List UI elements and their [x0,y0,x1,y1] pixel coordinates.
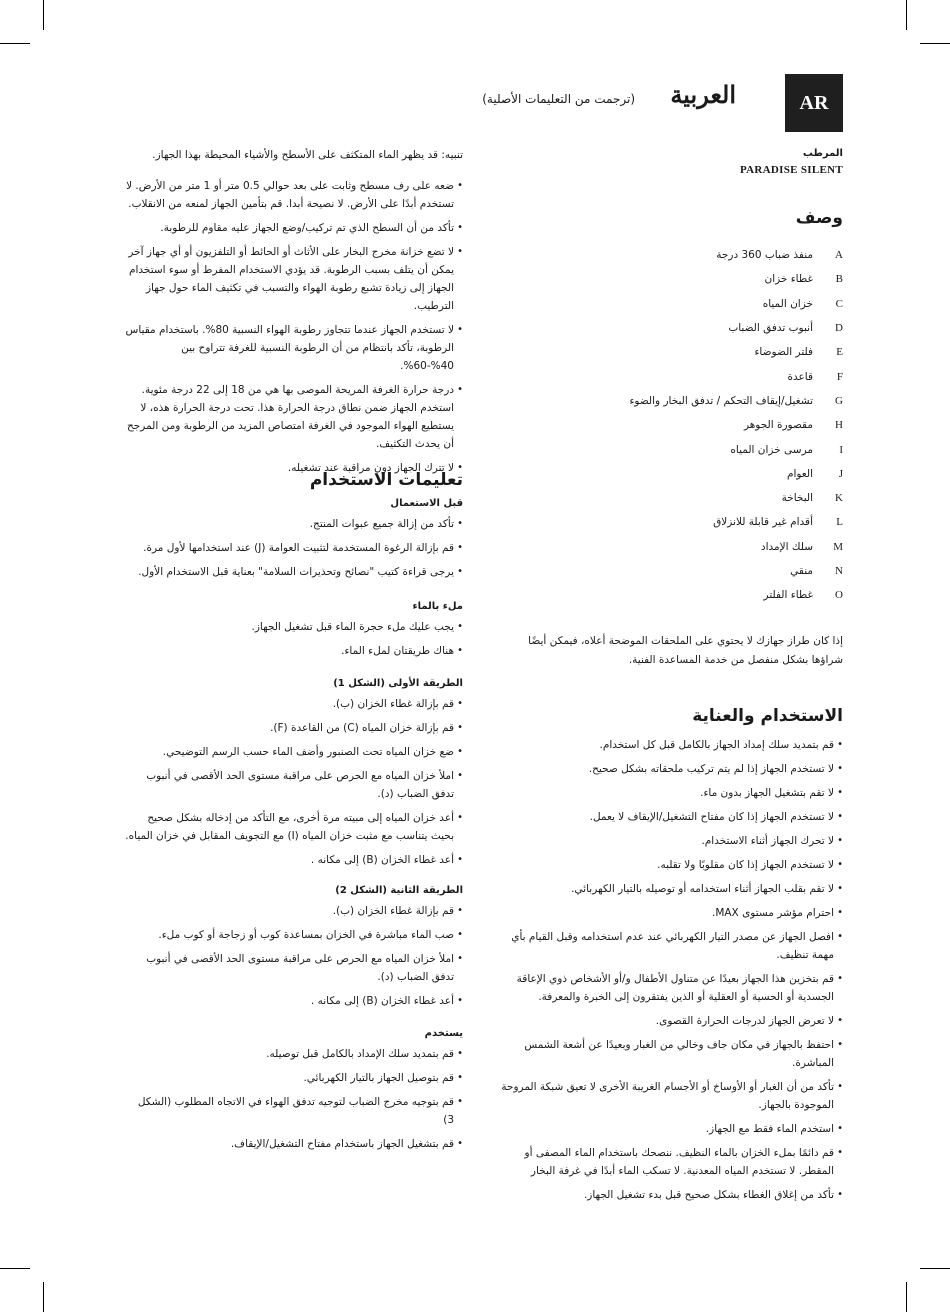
method1-step: • املأ خزان المياه مع الحرص على مراقبة مستوى الحد الأقصى في أنبوب تدفق الضباب (د). [125,767,463,803]
filling-list [125,618,463,660]
use-care-item: • تأكد من إغلاق الغطاء بشكل صحيح قبل بدء تشغيل الجهاز. [500,1186,843,1204]
filling-item: • هناك طريقتان لملء الماء. [125,642,463,660]
product-block [500,148,843,176]
part-description: البخاخة [781,492,813,505]
part-description: خزان المياه [762,297,813,310]
use-step: • قم بتشغيل الجهاز باستخدام مفتاح التشغيل/الإيقاف. [125,1135,463,1153]
before-use-item: • قم بإزالة الرغوة المستخدمة لتثبيت العوامة (J) عند استخدامها لأول مرة. [125,539,463,557]
method1-step: • قم بإزالة غطاء الخزان (ب). [125,695,463,713]
use-care-item: • احتفظ بالجهاز في مكان جاف وخالي من الغبار وبعيدًا عن أشعة الشمس المباشرة. [500,1036,843,1072]
description-section [500,208,843,607]
method2-step: • صب الماء مباشرة في الخزان بمساعدة كوب أو زجاجة أو كوب ملء. [125,926,463,944]
accessories-note-text: إذا كان طراز جهازك لا يحتوي على الملحقات الموضحة أعلاه، فيمكن أيضًا شراؤها بشكل منفصل من خدمة المساعدة الفنية. [528,635,843,666]
part-letter: H [835,419,843,432]
use-care-list [500,736,843,1204]
product-label: المرطب [802,148,843,159]
method1-step: • أعد خزان المياه إلى مبيته مرة أخرى، مع التأكد من إدخاله بشكل صحيح بحيث يتناسب مع مثبت خزان المياه (I) مع التجويف المقابل في خزان المياه. [125,809,463,845]
part-letter: O [835,589,843,602]
warning-item: • لا تضع خزانة مخرج البخار على الأثاث أو الحائط أو التلفزيون أو أي جهاز آخر يمكن أن يتلف بسبب الرطوبة. قد يؤدي الاستخدام المفرط أو سوء استخدام الجهاز إلى زيادة تشبع رطوبة الهواء والتسبب في تكثيف الماء حول جهاز الترطيب. [125,243,463,315]
use-step: • قم بتمديد سلك الإمداد بالكامل قبل توصيله. [125,1045,463,1063]
warning-item: • لا تترك الجهاز دون مراقبة عند تشغيله. [125,459,463,477]
accessories-note [500,632,843,670]
part-item [500,462,843,486]
parts-list [500,243,843,607]
part-letter: J [838,467,843,480]
use-step: • قم بتوصيل الجهاز بالتيار الكهربائي. [125,1069,463,1087]
part-item [500,413,843,437]
warning-item: • ضعه على رف مسطح وثابت على بعد حوالي 0.5 متر أو 1 متر من الأرض. لا تستخدم أبدًا على الأرض. لا نصيحة أبدا. قم بتأمين الجهاز لمنعه من الانقلاب. [125,177,463,213]
part-item [500,267,843,291]
method1-heading: الطريقة الأولى (الشكل 1) [333,678,463,689]
part-item [500,243,843,267]
use-care-item: • لا تستخدم الجهاز إذا لم يتم تركيب ملحقاته بشكل صحيح. [500,760,843,778]
method1-step: • أعد غطاء الخزان (B) إلى مكانه . [125,851,463,869]
method2-step: • أعد غطاء الخزان (B) إلى مكانه . [125,992,463,1010]
use-care-item: • قم بتمديد سلك إمداد الجهاز بالكامل قبل كل استخدام. [500,736,843,754]
use-list [125,1045,463,1153]
part-item [500,535,843,559]
part-letter: F [836,370,843,383]
use-care-item: • تأكد من أن الغبار أو الأوساخ أو الأجسام الغريبة الأخرى لا تعيق شبكة المروحة الموجودة بالجهاز. [500,1078,843,1114]
use-care-item: • افصل الجهاز عن مصدر التيار الكهربائي عند عدم استخدامه وقبل القيام بأي مهمة تنظيف. [500,928,843,964]
part-letter: N [835,565,843,577]
warnings-section [125,146,463,483]
use-heading: يستخدم [424,1028,463,1039]
language-code-badge: AR [785,74,843,132]
part-item [500,292,843,316]
use-care-item: • قم دائمًا بملء الخزان بالماء النظيف. ننصحك باستخدام الماء المصفى أو المقطر. لا تستخدم المياه المعدنية. لا تسكب الماء أبدًا في غرفة البخار [500,1144,843,1180]
part-letter: D [835,322,843,335]
part-item [500,316,843,340]
warning-item: • تأكد من أن السطح الذي تم تركيب/وضع الجهاز عليه مقاوم للرطوبة. [125,219,463,237]
part-letter: G [835,394,843,407]
method2-heading: الطريقة الثانية (الشكل 2) [335,885,463,896]
part-item [500,364,843,388]
part-letter: C [835,297,843,310]
method2-step: • قم بإزالة غطاء الخزان (ب). [125,902,463,920]
part-letter: A [835,249,843,262]
description-heading: وصف [795,208,843,228]
use-care-item: • لا تعرض الجهاز لدرجات الحرارة القصوى. [500,1012,843,1030]
warnings-list [125,177,463,477]
before-use-list [125,515,463,581]
method1-list [125,695,463,869]
language-title: العربية [670,80,736,109]
use-care-heading: الاستخدام والعناية [692,706,843,726]
use-care-item: • لا تقم بتشغيل الجهاز بدون ماء. [500,784,843,802]
part-description: أقدام غير قابلة للانزلاق [713,516,813,529]
part-item [500,340,843,364]
use-care-item: • قم بتخزين هذا الجهاز بعيدًا عن متناول الأطفال و/أو الأشخاص ذوي الإعاقة الجسدية أو الحسية أو العقلية أو الذين يفتقرون إلى الخبرة والمعرفة. [500,970,843,1006]
part-description: غطاء خزان [764,273,813,286]
filling-heading: ملء بالماء [412,601,463,612]
part-item [500,559,843,583]
method1-step: • ضع خزان المياه تحت الصنبور وأضف الماء حسب الرسم التوضيحي. [125,743,463,761]
warning-item: • لا تستخدم الجهاز عندما تتجاوز رطوبة الهواء النسبية 80%. باستخدام مقياس الرطوبة، تأكد بانتظام من أن الرطوبة النسبية للغرفة تتراوح بين 40%-60%. [125,321,463,375]
part-item [500,583,843,607]
use-care-item: • لا تستخدم الجهاز إذا كان مفتاح التشغيل/الإيقاف لا يعمل. [500,808,843,826]
before-use-item: • تأكد من إزالة جميع عبوات المنتج. [125,515,463,533]
model-name: PARADISE SILENT [739,164,843,176]
use-care-item: • لا تقم بقلب الجهاز أثناء استخدامه أو توصيله بالتيار الكهربائي. [500,880,843,898]
part-item [500,389,843,413]
part-letter: L [836,516,843,529]
part-description: مرسى خزان المياه [730,443,813,456]
part-description: أنبوب تدفق الضباب [728,322,813,335]
method2-step: • املأ خزان المياه مع الحرص على مراقبة مستوى الحد الأقصى في أنبوب تدفق الضباب (د). [125,950,463,986]
use-care-item: • لا تحرك الجهاز أثناء الاستخدام. [500,832,843,850]
warning-item: • درجة حرارة الغرفة المريحة الموصى بها هي من 18 إلى 22 درجة مئوية. استخدم الجهاز ضمن نطاق درجة الحرارة هذا. تحت درجة الحرارة هذه، لا يستطيع الهواء الموجود في الغرفة امتصاص المزيد من الرطوبة ومن المرجح أن يحدث التكثيف. [125,381,463,453]
before-use-item: • يرجى قراءة كتيب "نصائح وتحذيرات السلامة" بعناية قبل الاستخدام الأول. [125,563,463,581]
part-description: غطاء الفلتر [763,589,813,602]
before-use-heading: قبل الاستعمال [390,498,463,509]
part-letter: E [836,346,843,359]
part-description: منفذ ضباب 360 درجة [716,249,813,262]
use-care-item: • لا تستخدم الجهاز إذا كان مقلوبًا ولا تقلبه. [500,856,843,874]
part-item [500,510,843,534]
use-care-item: • احترام مؤشر مستوى MAX. [500,904,843,922]
use-step: • قم بتوجيه مخرج الضباب لتوجيه تدفق الهواء في الاتجاه المطلوب (الشكل 3) [125,1093,463,1129]
use-care-item: • استخدم الماء فقط مع الجهاز. [500,1120,843,1138]
warning-intro: تنبيه: قد يظهر الماء المتكثف على الأسطح والأشياء المحيطة بهذا الجهاز. [152,149,463,161]
part-description: العوام [786,467,813,480]
part-letter: B [835,273,843,286]
filling-item: • يجب عليك ملء حجرة الماء قبل تشغيل الجهاز. [125,618,463,636]
part-letter: K [835,492,843,505]
method1-step: • قم بإزالة خزان المياه (C) من القاعدة (F). [125,719,463,737]
instructions-heading: تعليمات الاستخدام [309,470,463,490]
part-description: تشغيل/إيقاف التحكم / تدفق البخار والضوء [629,394,813,407]
part-description: سلك الإمداد [760,540,813,553]
part-letter: M [833,540,843,553]
part-item [500,486,843,510]
part-description: فلتر الضوضاء [754,346,813,359]
part-description: منقي [790,565,813,577]
method2-list [125,902,463,1010]
use-care-section [500,706,843,1210]
part-description: قاعدة [787,370,813,383]
part-item [500,437,843,461]
part-letter: I [839,443,843,456]
language-subtitle: (ترجمت من التعليمات الأصلية) [482,92,635,106]
instructions-section [125,470,463,1159]
part-description: مقصورة الجوهر [743,419,813,432]
